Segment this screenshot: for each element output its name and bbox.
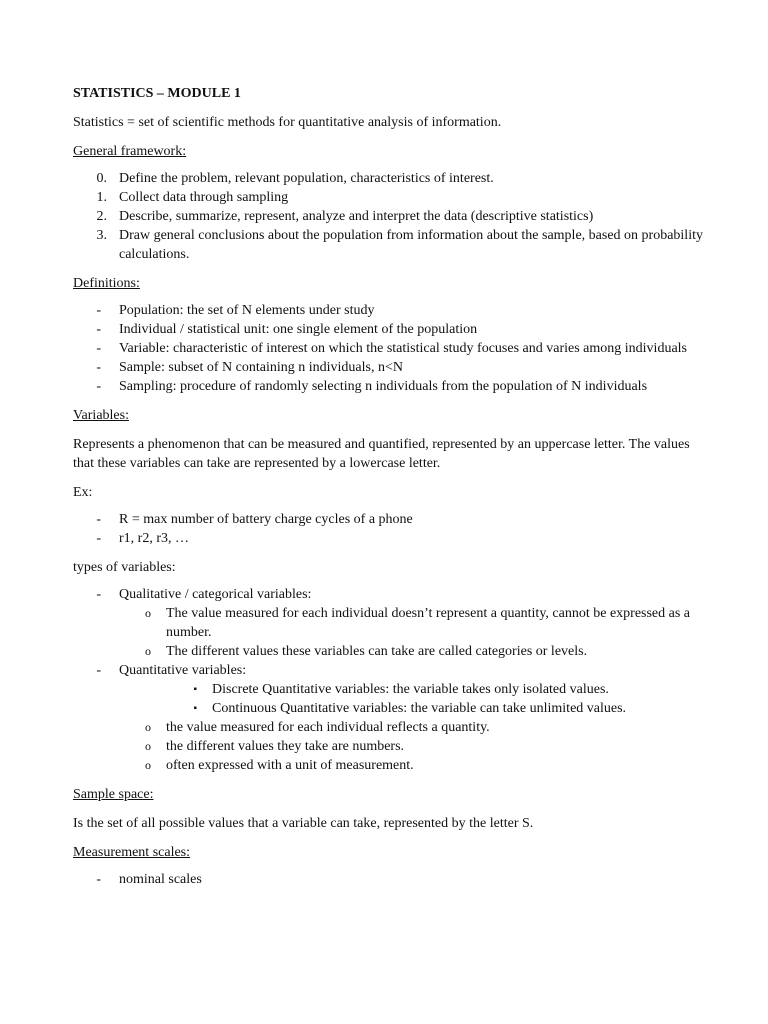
measurement-scales-list [73,870,703,889]
list-item [73,226,703,264]
list-item [73,585,703,604]
list-number: 3. [96,228,107,243]
list-item-text: Sampling: procedure of randomly selecting n individuals from the population of N individuals [119,379,648,394]
square-bullet: ▪ [193,703,197,714]
list-item [73,377,703,396]
types-list [73,585,703,775]
sub-list-item [73,756,703,775]
dash-bullet: - [96,303,101,318]
list-item-text: The different values these variables can take are called categories or levels. [166,644,588,659]
circle-bullet: o [145,739,151,753]
general-framework-heading: General framework: [73,144,187,159]
dash-bullet: - [96,360,101,375]
list-item [73,529,703,548]
circle-bullet: o [145,606,151,620]
sub-list-item [73,737,703,756]
list-item-text: Describe, summarize, represent, analyze and interpret the data (descriptive statistics) [119,209,594,224]
list-item-text: Collect data through sampling [119,190,289,205]
list-item [73,301,703,320]
list-item-text: the different values they take are numbers. [166,739,405,754]
list-item [73,207,703,226]
dash-bullet: - [96,872,101,887]
list-item-text: Variable: characteristic of interest on which the statistical study focuses and varies among individuals [119,341,687,356]
list-item [73,510,703,529]
list-number: 0. [96,171,107,186]
list-item [73,320,703,339]
sample-space-paragraph: Is the set of all possible values that a variable can take, represented by the letter S. [73,816,534,831]
list-item-text: Continuous Quantitative variables: the variable can take unlimited values. [212,701,627,716]
list-item-text: Population: the set of N elements under study [119,303,375,318]
document-title: STATISTICS – MODULE 1 [73,86,241,101]
list-item-text: The value measured for each individual doesn’t represent a quantity, cannot be expressed as a number. [166,606,691,640]
list-item [73,661,703,680]
dash-bullet: - [96,531,101,546]
examples-list [73,510,703,548]
list-item [73,188,703,207]
dash-bullet: - [96,341,101,356]
sub-sub-list-item [73,680,703,699]
types-label: types of variables: [73,560,176,575]
list-number: 1. [96,190,107,205]
dash-bullet: - [96,587,101,602]
dash-bullet: - [96,512,101,527]
intro-paragraph: Statistics = set of scientific methods for quantitative analysis of information. [73,115,502,130]
list-item [73,169,703,188]
list-item-text: Draw general conclusions about the population from information about the sample, based on probability calculations. [119,228,703,262]
general-framework-list [73,169,703,264]
variables-paragraph: Represents a phenomenon that can be measured and quantified, represented by an uppercase letter. The values that these variables can take are represented by a lowercase letter. [73,437,690,471]
list-item [73,339,703,358]
document-content [73,84,703,889]
list-item [73,358,703,377]
list-item-text: often expressed with a unit of measurement. [166,758,414,773]
circle-bullet: o [145,758,151,772]
dash-bullet: - [96,322,101,337]
list-item-text: Define the problem, relevant population, characteristics of interest. [119,171,494,186]
square-bullet: ▪ [193,684,197,695]
variables-heading: Variables: [73,408,129,423]
circle-bullet: o [145,644,151,658]
sub-list-item [73,718,703,737]
list-number: 2. [96,209,107,224]
sub-sub-list-item [73,699,703,718]
definitions-heading: Definitions: [73,276,140,291]
sub-list-item [73,604,703,642]
definitions-list [73,301,703,396]
measurement-scales-heading: Measurement scales: [73,845,191,860]
circle-bullet: o [145,720,151,734]
dash-bullet: - [96,379,101,394]
list-item-text: the value measured for each individual reflects a quantity. [166,720,490,735]
list-item-text: Sample: subset of N containing n individuals, n<N [119,360,403,375]
dash-bullet: - [96,663,101,678]
list-item-text: Qualitative / categorical variables: [119,587,312,602]
list-item-text: nominal scales [119,872,202,887]
list-item-text: Quantitative variables: [119,663,247,678]
example-label: Ex: [73,485,93,500]
list-item-text: Discrete Quantitative variables: the variable takes only isolated values. [212,682,609,697]
list-item-text: Individual / statistical unit: one single element of the population [119,322,478,337]
list-item-text: r1, r2, r3, … [119,531,189,546]
list-item [73,870,703,889]
sub-list-item [73,642,703,661]
sample-space-heading: Sample space: [73,787,154,802]
list-item-text: R = max number of battery charge cycles of a phone [119,512,413,527]
